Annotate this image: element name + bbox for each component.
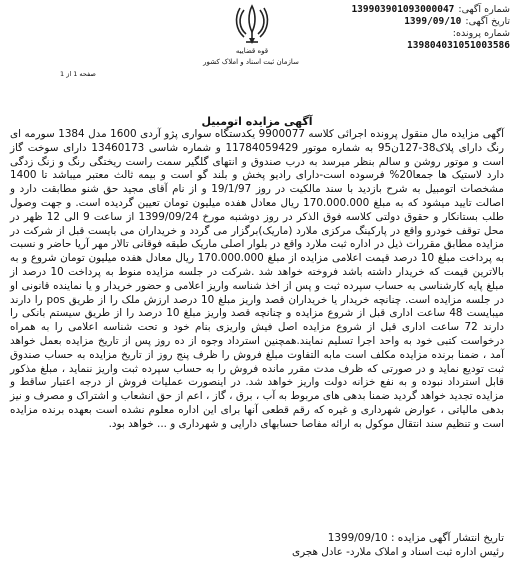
iran-emblem-icon xyxy=(234,2,270,48)
ad-date-label: تاریخ آگهی: xyxy=(465,16,510,27)
ad-date-row xyxy=(290,16,510,28)
publish-date: تاریخ انتشار آگهی مزایده : 1399/09/10 xyxy=(327,532,504,544)
ad-metadata xyxy=(290,4,510,52)
case-number-row xyxy=(290,40,510,52)
registration-org-label: سازمان ثبت اسناد و املاک کشور xyxy=(203,58,299,66)
ad-number: 139903901093000047 xyxy=(351,4,455,15)
page-indicator: صفحه 1 از 1 xyxy=(60,70,96,78)
case-number-label-row xyxy=(290,28,510,40)
ad-number-label: شماره آگهی: xyxy=(458,4,510,15)
judiciary-label: قوه قضاییه xyxy=(235,47,269,55)
signer: رئیس اداره ثبت اسناد و املاک ملارد- عادل هجری xyxy=(291,546,504,558)
ad-number-row xyxy=(290,4,510,16)
ad-date: 1399/09/10 xyxy=(404,16,462,27)
case-number-label: شماره پرونده: xyxy=(452,28,510,39)
notice-paragraph: آگهی مزایده مال منقول پرونده اجرائی کلاسه 9900077 یکدستگاه سواری پژو آردی 1600 مدل 1384 سورمه ای رنگ دارای پلاک38-127ن95 به شماره موتور 11784059429 و شماره شاسی 13460173 دارای سوخت گاز است و موتور روشن و سالم بنظر میرسد به درب صندوق و انتهای گلگیر سمت راست ریختگی رنگ و زنگ زدگی دارد لاستیک ها جمعا20% فرسوده است-دارای رادیو پخش و بلند گو است و بیمه ثالث معتبر میباشد تا 1400 مشخصات اتومبیل به شرح بازدید با سند مالکیت در روز 19/1/97 و از نام آقای مجید حق شنو مطابقت دارد و اصالت تایید میشود که به مبلغ 170.000.000 ریال معادل هفده میلیون تومان تعیین گردیده است. و جهت وصول طلب بستانکار و حقوق دولتی کلاسه فوق الذکر در روز دوشنبه مورخ 1399/09/24 از ساعت 9 الی 12 ظهر در محل توقف خودرو واقع در پارکینگ مرکزی ملارد (ماریک)برگزار می گردد و خریداران می بایست قبل از شرکت در مزایده مطابق مقررات ذیل در اداره ثبت ملارد واقع در بلوار اصلی ماریک طبقه فوقانی تالار مهر آریا حاضر و نسبت به پرداخت مبلغ 10 درصد قیمت اعلامی مزایده از مبلغ 170.000.000 ریال معادل هفده میلیون تومان شروع و به بالاترین قیمت که خریدار داشته باشد فروخته خواهد شد .شرکت در جلسه مزایده منوط به پرداخت 10 درصد از مبلغ پایه کارشناسی به حساب سپرده ثبت و پس از اخذ شناسه واریز اعلامی و حضور خریدار و یا نماینده قانونی او در جلسه مزایده است. چنانچه خریدار یا خریداران قصد واریز مبلغ 10 درصد ارزش ملک را از طریق pos را دارند میبایست 48 ساعت اداری قبل از شروع مزایده و چنانچه قصد واریز مبلغ 10 درصد را از طریق سیستم بانکی را دارند 72 ساعت اداری قبل از شروع مزایده اصل فیش واریزی بنام خود و تحت شناسه اعلامی را به همراه درخواست کتبی خود به واحد اجرا تسلیم نمایند.همچنین استرداد وجوه از ده روز پس از تاریخ مزایده بعمل خواهد آمد ، ضمنا برنده مزایده مکلف است مابه التفاوت مبلغ فروش را ظرف پنج روز از تاریخ مزایده به حساب صندوق ثبت تودیع نماید و در صورتی که ظرف مدت مقرر مانده فروش را به حساب سپرده ثبت واریز ننماید ، مبلغ مذکور قابل استرداد نبوده و به نفع خزانه دولت واریز خواهد شد. در اینصورت عملیات فروش از درجه اعتبار ساقط و مزایده تجدید خواهد گردید ضمنا بدهی های مربوط به آب ، برق ، گاز ، اعم از حق انشعاب و اشتراک و مصرف و نیز بدهی مالیاتی ، عوارض شهرداری و غیره که رقم قطعی آنها برای این اداره معلوم نشده است بعهده برنده مزایده است و تنظیم سند انتقال موکول به ارائه مفاصا حسابهای دارایی و شهرداری و ... خواهد بود. xyxy=(10,128,505,430)
notice-body xyxy=(10,128,504,432)
notice-title: آگهی مزایده اتومبیل xyxy=(201,115,313,128)
case-number: 139804031051003586 xyxy=(407,40,510,51)
